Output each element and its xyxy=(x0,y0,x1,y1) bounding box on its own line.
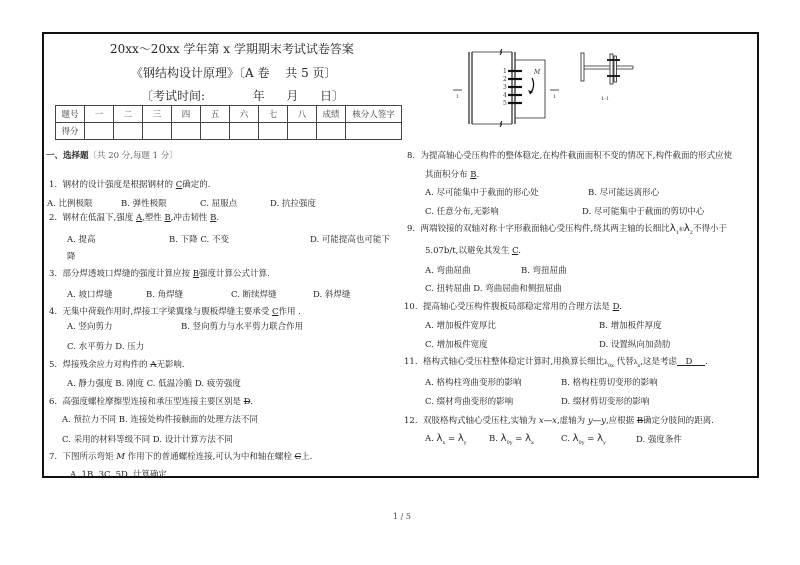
question-number: 4. xyxy=(49,307,58,317)
option: D. 缀材剪切变形的影响 xyxy=(561,397,650,407)
answer: A xyxy=(150,360,157,370)
exam-time-month: 月 xyxy=(286,89,299,103)
question-stem: ,应根据 xyxy=(605,416,637,426)
cell: 七 xyxy=(259,106,288,123)
answer: D xyxy=(243,397,251,407)
option: A. 坡口焊缝 xyxy=(67,290,113,300)
answer: B xyxy=(636,416,644,426)
score-table-header-row xyxy=(56,106,402,123)
score-input-cell xyxy=(317,123,346,140)
option-label: C. xyxy=(561,434,570,444)
option: C. 水平剪力 D. 压力 xyxy=(67,342,145,352)
question-number: 10. xyxy=(404,302,418,312)
question-8 xyxy=(407,149,732,161)
question-number: 9. xyxy=(407,224,416,234)
lambda-symbol: λ xyxy=(633,359,638,366)
option: 降 xyxy=(67,252,76,262)
question-stem: 两端铰接的双轴对称十字形截面轴心受压构件,绕其两主轴的长细比 xyxy=(420,224,670,234)
option: B. 增加板件厚度 xyxy=(599,321,662,331)
question-stem: . xyxy=(518,246,521,256)
question-number: 2. xyxy=(49,213,58,223)
question-stem: 无集中荷载作用时,焊接工字梁翼缘与腹板焊缝主要承受 xyxy=(62,307,272,317)
svg-text:4: 4 xyxy=(503,92,507,99)
exam-title: 20xx～20xx 学年第 x 学期期末考试试卷答案 xyxy=(110,42,354,56)
cell: 四 xyxy=(172,106,201,123)
answer: B xyxy=(470,170,477,180)
question-stem: 钢材在低温下,强度 xyxy=(62,213,136,223)
question-stem: 双肢格构式轴心受压柱,实轴为 xyxy=(422,416,539,426)
option: A. 弯曲屈曲 xyxy=(425,266,471,276)
answer: D xyxy=(612,302,620,312)
question-stem: ,虚轴为 xyxy=(556,416,588,426)
answer: C xyxy=(271,307,279,317)
conjunction: 和 xyxy=(678,227,684,233)
question-stem: 焊接残余应力对构件的 xyxy=(62,360,151,370)
answer: C xyxy=(512,246,519,256)
question-stem: 不得小于 xyxy=(692,224,727,234)
question-stem: 强度计算公式计算. xyxy=(199,269,270,279)
question-5 xyxy=(49,358,185,370)
subscript: y xyxy=(463,440,467,446)
question-number: 5. xyxy=(49,360,58,370)
option: C. 采用的材料等级不同 D. 设计计算方法不同 xyxy=(62,435,233,445)
exam-time xyxy=(141,87,344,104)
option: C. 屈服点 xyxy=(200,199,238,209)
lambda-symbol: λ xyxy=(436,433,443,444)
cell: 三 xyxy=(143,106,172,123)
question-stem: 格构式轴心受压柱整体稳定计算时,用换算长细比 xyxy=(422,357,605,367)
answer: __D___ xyxy=(677,357,706,367)
lambda-symbol: λ xyxy=(604,359,608,366)
score-input-cell xyxy=(143,123,172,140)
question-9 xyxy=(407,222,727,236)
question-stem: 作用 . xyxy=(278,307,301,317)
question-stem: . xyxy=(250,397,253,407)
option: D. 可能提高也可能下 xyxy=(310,235,390,245)
score-input-cell xyxy=(85,123,114,140)
question-stem: 高强度螺栓摩擦型连接和承压型连接主要区别是 xyxy=(62,397,244,407)
option: C. 任意分布,无影响 xyxy=(425,207,499,217)
option-a: A. $\lambda_x = \lambda_y$ xyxy=(425,433,467,446)
option: A. 比例极限 xyxy=(47,199,93,209)
question-6 xyxy=(49,395,253,407)
option: A. 提高 xyxy=(67,235,96,245)
question-stem: 代替 xyxy=(616,357,634,367)
subscript: y xyxy=(603,440,606,446)
cell: 八 xyxy=(288,106,317,123)
question-number: 6. xyxy=(49,397,58,407)
subscript: x xyxy=(442,440,446,446)
svg-text:1: 1 xyxy=(553,94,557,100)
question-1 xyxy=(49,178,210,190)
lambda-symbol: λ xyxy=(500,433,507,444)
question-stem: 5.07b/t,以避免其发生 xyxy=(425,246,513,256)
option-label: A. xyxy=(425,434,434,444)
question-10 xyxy=(404,300,622,312)
answer: B xyxy=(192,269,199,279)
option: D. 设置纵向加劲肋 xyxy=(599,340,671,350)
option: C. 增加板件宽度 xyxy=(425,340,488,350)
option: B. 角焊缝 xyxy=(146,290,184,300)
exam-time-year: 年 xyxy=(252,89,265,103)
question-stem: 为提高轴心受压构件的整体稳定,在构件截面面积不变的情况下,构件截面的形式应使 xyxy=(420,151,732,161)
option: A. 格构柱弯曲变形的影响 xyxy=(425,378,522,388)
option: D. 抗拉强度 xyxy=(270,199,316,209)
question-1-options xyxy=(47,197,93,209)
lambda-symbol: λ xyxy=(683,223,690,234)
option: D. 斜焊缝 xyxy=(313,290,351,300)
option: B. 下降 C. 不变 xyxy=(169,235,229,245)
subscript: 0x xyxy=(607,363,614,369)
score-table-score-row xyxy=(56,123,402,140)
option-d xyxy=(636,433,682,445)
svg-text:1-1: 1-1 xyxy=(601,96,610,102)
question-7 xyxy=(49,450,312,462)
question-stem: . xyxy=(476,170,480,180)
score-input-cell xyxy=(346,123,402,140)
option-label: B. xyxy=(489,434,498,444)
option: D. 尽可能集中于截面的剪切中心 xyxy=(582,207,705,217)
option-text: 强度条件 xyxy=(647,435,682,445)
question-11 xyxy=(404,355,708,369)
answer: B xyxy=(210,213,217,223)
subscript: 0y xyxy=(578,440,585,446)
cell: 题号 xyxy=(56,106,85,123)
option: C. 断续焊缝 xyxy=(231,290,277,300)
question-stem: 其面积分布 xyxy=(425,170,471,180)
question-stem: 作用下的普通螺栓连接,可认为中和轴在螺栓 xyxy=(124,452,295,462)
section-1-1-diagram xyxy=(575,48,655,108)
option: A. 竖向剪力 xyxy=(67,322,113,332)
question-stem: 钢材的设计强度是根据钢材的 xyxy=(62,180,176,190)
lambda-symbol: λ xyxy=(669,223,676,234)
question-stem: . xyxy=(619,302,622,312)
section-heading xyxy=(46,149,178,161)
score-table xyxy=(55,105,402,140)
cell: 二 xyxy=(114,106,143,123)
option-b: B. $\lambda_{0y} = \lambda_x$ xyxy=(489,433,534,446)
moment-symbol: M xyxy=(116,452,125,462)
subscript: 2 xyxy=(689,230,693,236)
question-stem: 无影响. xyxy=(156,360,185,370)
subscript: 1 xyxy=(675,230,679,236)
course-title: 《钢结构设计原理》〔A 卷 共 5 页〕 xyxy=(131,66,337,80)
option: B. 竖向剪力与水平剪力联合作用 xyxy=(181,322,304,332)
question-stem: 提高轴心受压构件腹板局部稳定常用的合理方法是 xyxy=(422,302,613,312)
question-4 xyxy=(49,305,301,317)
score-input-cell xyxy=(201,123,230,140)
cell: 成绩 xyxy=(317,106,346,123)
option: C. 缀材弯曲变形的影响 xyxy=(425,397,514,407)
answer: B xyxy=(164,213,171,223)
score-input-cell xyxy=(288,123,317,140)
cell: 五 xyxy=(201,106,230,123)
answer: C xyxy=(294,452,302,462)
question-2 xyxy=(49,211,219,223)
question-stem: 确定的. xyxy=(182,180,211,190)
section-note: 〔共 20 分,每题 1 分〕 xyxy=(88,151,178,161)
cell: 得分 xyxy=(56,123,85,140)
option: C. 扭转屈曲 D. 弯曲屈曲和侧扭屈曲 xyxy=(425,284,562,294)
lambda-symbol: λ xyxy=(457,433,464,444)
svg-text:1: 1 xyxy=(503,68,507,75)
option: B. 格构柱剪切变形的影响 xyxy=(561,378,658,388)
subscript: x xyxy=(637,363,641,369)
bolt-connection-diagram xyxy=(450,48,570,128)
option: B. 弯扭屈曲 xyxy=(521,266,567,276)
lambda-symbol: λ xyxy=(525,433,532,444)
section-title: 一、选择题 xyxy=(46,151,89,161)
question-8-line2 xyxy=(425,168,479,180)
score-input-cell xyxy=(114,123,143,140)
question-3 xyxy=(49,267,270,279)
subscript: 0y xyxy=(506,440,513,446)
svg-text:5: 5 xyxy=(503,100,507,107)
question-number: 7. xyxy=(49,452,58,462)
question-stem: ,冲击韧性 xyxy=(170,213,211,223)
svg-text:1: 1 xyxy=(456,94,460,100)
axis-x: x—x xyxy=(538,416,557,426)
question-number: 1. xyxy=(49,180,58,190)
score-input-cell xyxy=(259,123,288,140)
option: A. 预拉力不同 B. 连接处构件接触面的处理方法不同 xyxy=(62,415,258,425)
option: B. 弹性极限 xyxy=(121,199,167,209)
cell: 核分人签字 xyxy=(346,106,402,123)
question-stem: . xyxy=(216,213,220,223)
answer: A xyxy=(135,213,143,223)
option: A. 尽可能集中于截面的形心处 xyxy=(425,188,539,198)
question-stem: 部分焊透坡口焊缝的强度计算应按 xyxy=(62,269,193,279)
option-c: C. $\lambda_{0y} = \lambda_y$ xyxy=(561,433,606,446)
option: A. 增加板件宽厚比 xyxy=(425,321,497,331)
option-label: D. xyxy=(636,435,646,445)
question-number: 11. xyxy=(404,357,418,367)
question-number: 8. xyxy=(407,151,416,161)
question-12 xyxy=(404,414,714,426)
subscript: x xyxy=(531,440,534,446)
axis-y: y—y xyxy=(587,416,606,426)
question-number: 3. xyxy=(49,269,58,279)
cell: 六 xyxy=(230,106,259,123)
cell: 一 xyxy=(85,106,114,123)
question-9-line2 xyxy=(425,244,521,256)
score-input-cell xyxy=(172,123,201,140)
option: A. 1B. 3C. 5D. 计算确定 xyxy=(70,470,167,480)
question-stem: 确定分肢间的距离. xyxy=(643,416,714,426)
option: A. 静力强度 B. 刚度 C. 低温冷脆 D. 疲劳强度 xyxy=(67,379,241,389)
svg-text:M: M xyxy=(534,69,541,76)
exam-time-day: 日〕 xyxy=(320,89,345,103)
option: B. 尽可能远离形心 xyxy=(588,188,660,198)
answer: C xyxy=(175,180,183,190)
question-stem: . xyxy=(705,357,708,367)
question-number: 12. xyxy=(404,416,418,426)
svg-text:3: 3 xyxy=(503,84,507,91)
exam-time-label: 〔考试时间: xyxy=(141,89,206,103)
question-stem: ,这是考虑 xyxy=(640,357,678,367)
score-input-cell xyxy=(230,123,259,140)
question-stem: ,塑性 xyxy=(142,213,165,223)
lambda-symbol: λ xyxy=(572,433,579,444)
page-number: 1 / 5 xyxy=(393,512,411,521)
question-stem: 上. xyxy=(301,452,313,462)
question-stem: 下图所示弯矩 xyxy=(62,452,117,462)
svg-text:2: 2 xyxy=(503,76,507,83)
lambda-symbol: λ xyxy=(597,433,603,444)
